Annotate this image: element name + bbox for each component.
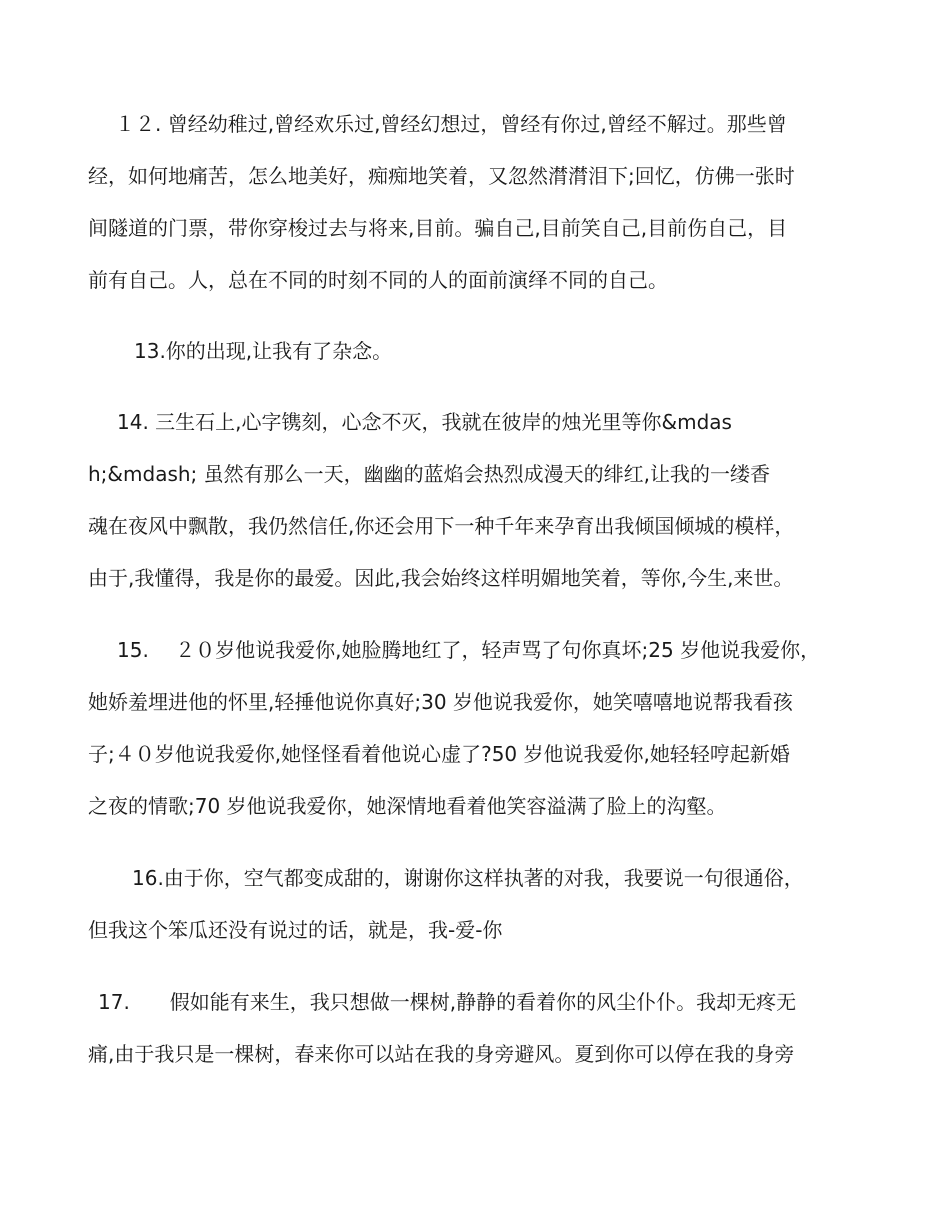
text-line: 14. 三生石上,心字镌刻，心念不灭，我就在彼岸的烛光里等你&mdas <box>117 410 732 434</box>
text-line: 间隧道的门票，带你穿梭过去与将来,目前。骗自己,目前笑自己,目前伤自己，目 <box>88 216 788 240</box>
paragraph-16 <box>88 852 868 956</box>
text-line: １２. 曾经幼稚过,曾经欢乐过,曾经幻想过，曾经有你过,曾经不解过。那些曾 <box>115 112 787 136</box>
paragraph-12 <box>88 98 868 306</box>
paragraph-15 <box>88 624 868 832</box>
text-line: 魂在夜风中飘散，我仍然信任,你还会用下一种千年来孕育出我倾国倾城的模样， <box>88 514 795 538</box>
text-line: 痛,由于我只是一棵树，春来你可以站在我的身旁避风。夏到你可以停在我的身旁 <box>88 1042 795 1066</box>
text-line: 由于,我懂得，我是你的最爱。因此,我会始终这样明媚地笑着，等你,今生,来世。 <box>88 566 794 590</box>
text-line: 17. 假如能有来生，我只想做一棵树,静静的看着你的风尘仆仆。我却无疼无 <box>98 990 797 1014</box>
text-line: 之夜的情歌;70 岁他说我爱你，她深情地看着他笑容溢满了脸上的沟壑。 <box>88 794 727 818</box>
text-line: 16.由于你，空气都变成甜的，谢谢你这样执著的对我，我要说一句很通俗， <box>132 866 804 890</box>
text-line: 前有自己。人，总在不同的时刻不同的人的面前演绎不同的自己。 <box>88 268 668 292</box>
text-line: 13.你的出现,让我有了杂念。 <box>134 339 393 363</box>
text-line: 经，如何地痛苦，怎么地美好，痴痴地笑着，又忽然潸潸泪下;回忆，仿佛一张时 <box>88 164 795 188</box>
text-line: h;&mdash; 虽然有那么一天，幽幽的蓝焰会热烈成漫天的绯红,让我的一缕香 <box>88 462 770 486</box>
text-line: 她娇羞埋进他的怀里,轻捶他说你真好;30 岁他说我爱你，她笑嘻嘻地说帮我看孩 <box>88 690 793 714</box>
text-line: 但我这个笨瓜还没有说过的话，就是，我-爱-你 <box>88 918 503 942</box>
paragraph-14 <box>88 396 868 604</box>
text-line: 子;４０岁他说我爱你,她怪怪看着他说心虚了?50 岁他说我爱你,她轻轻哼起新婚 <box>88 742 790 766</box>
paragraph-17 <box>88 976 868 1080</box>
paragraph-13 <box>88 325 868 377</box>
text-line: 15. ２０岁他说我爱你,她脸腾地红了，轻声骂了句你真坏;25 岁他说我爱你， <box>117 638 821 662</box>
